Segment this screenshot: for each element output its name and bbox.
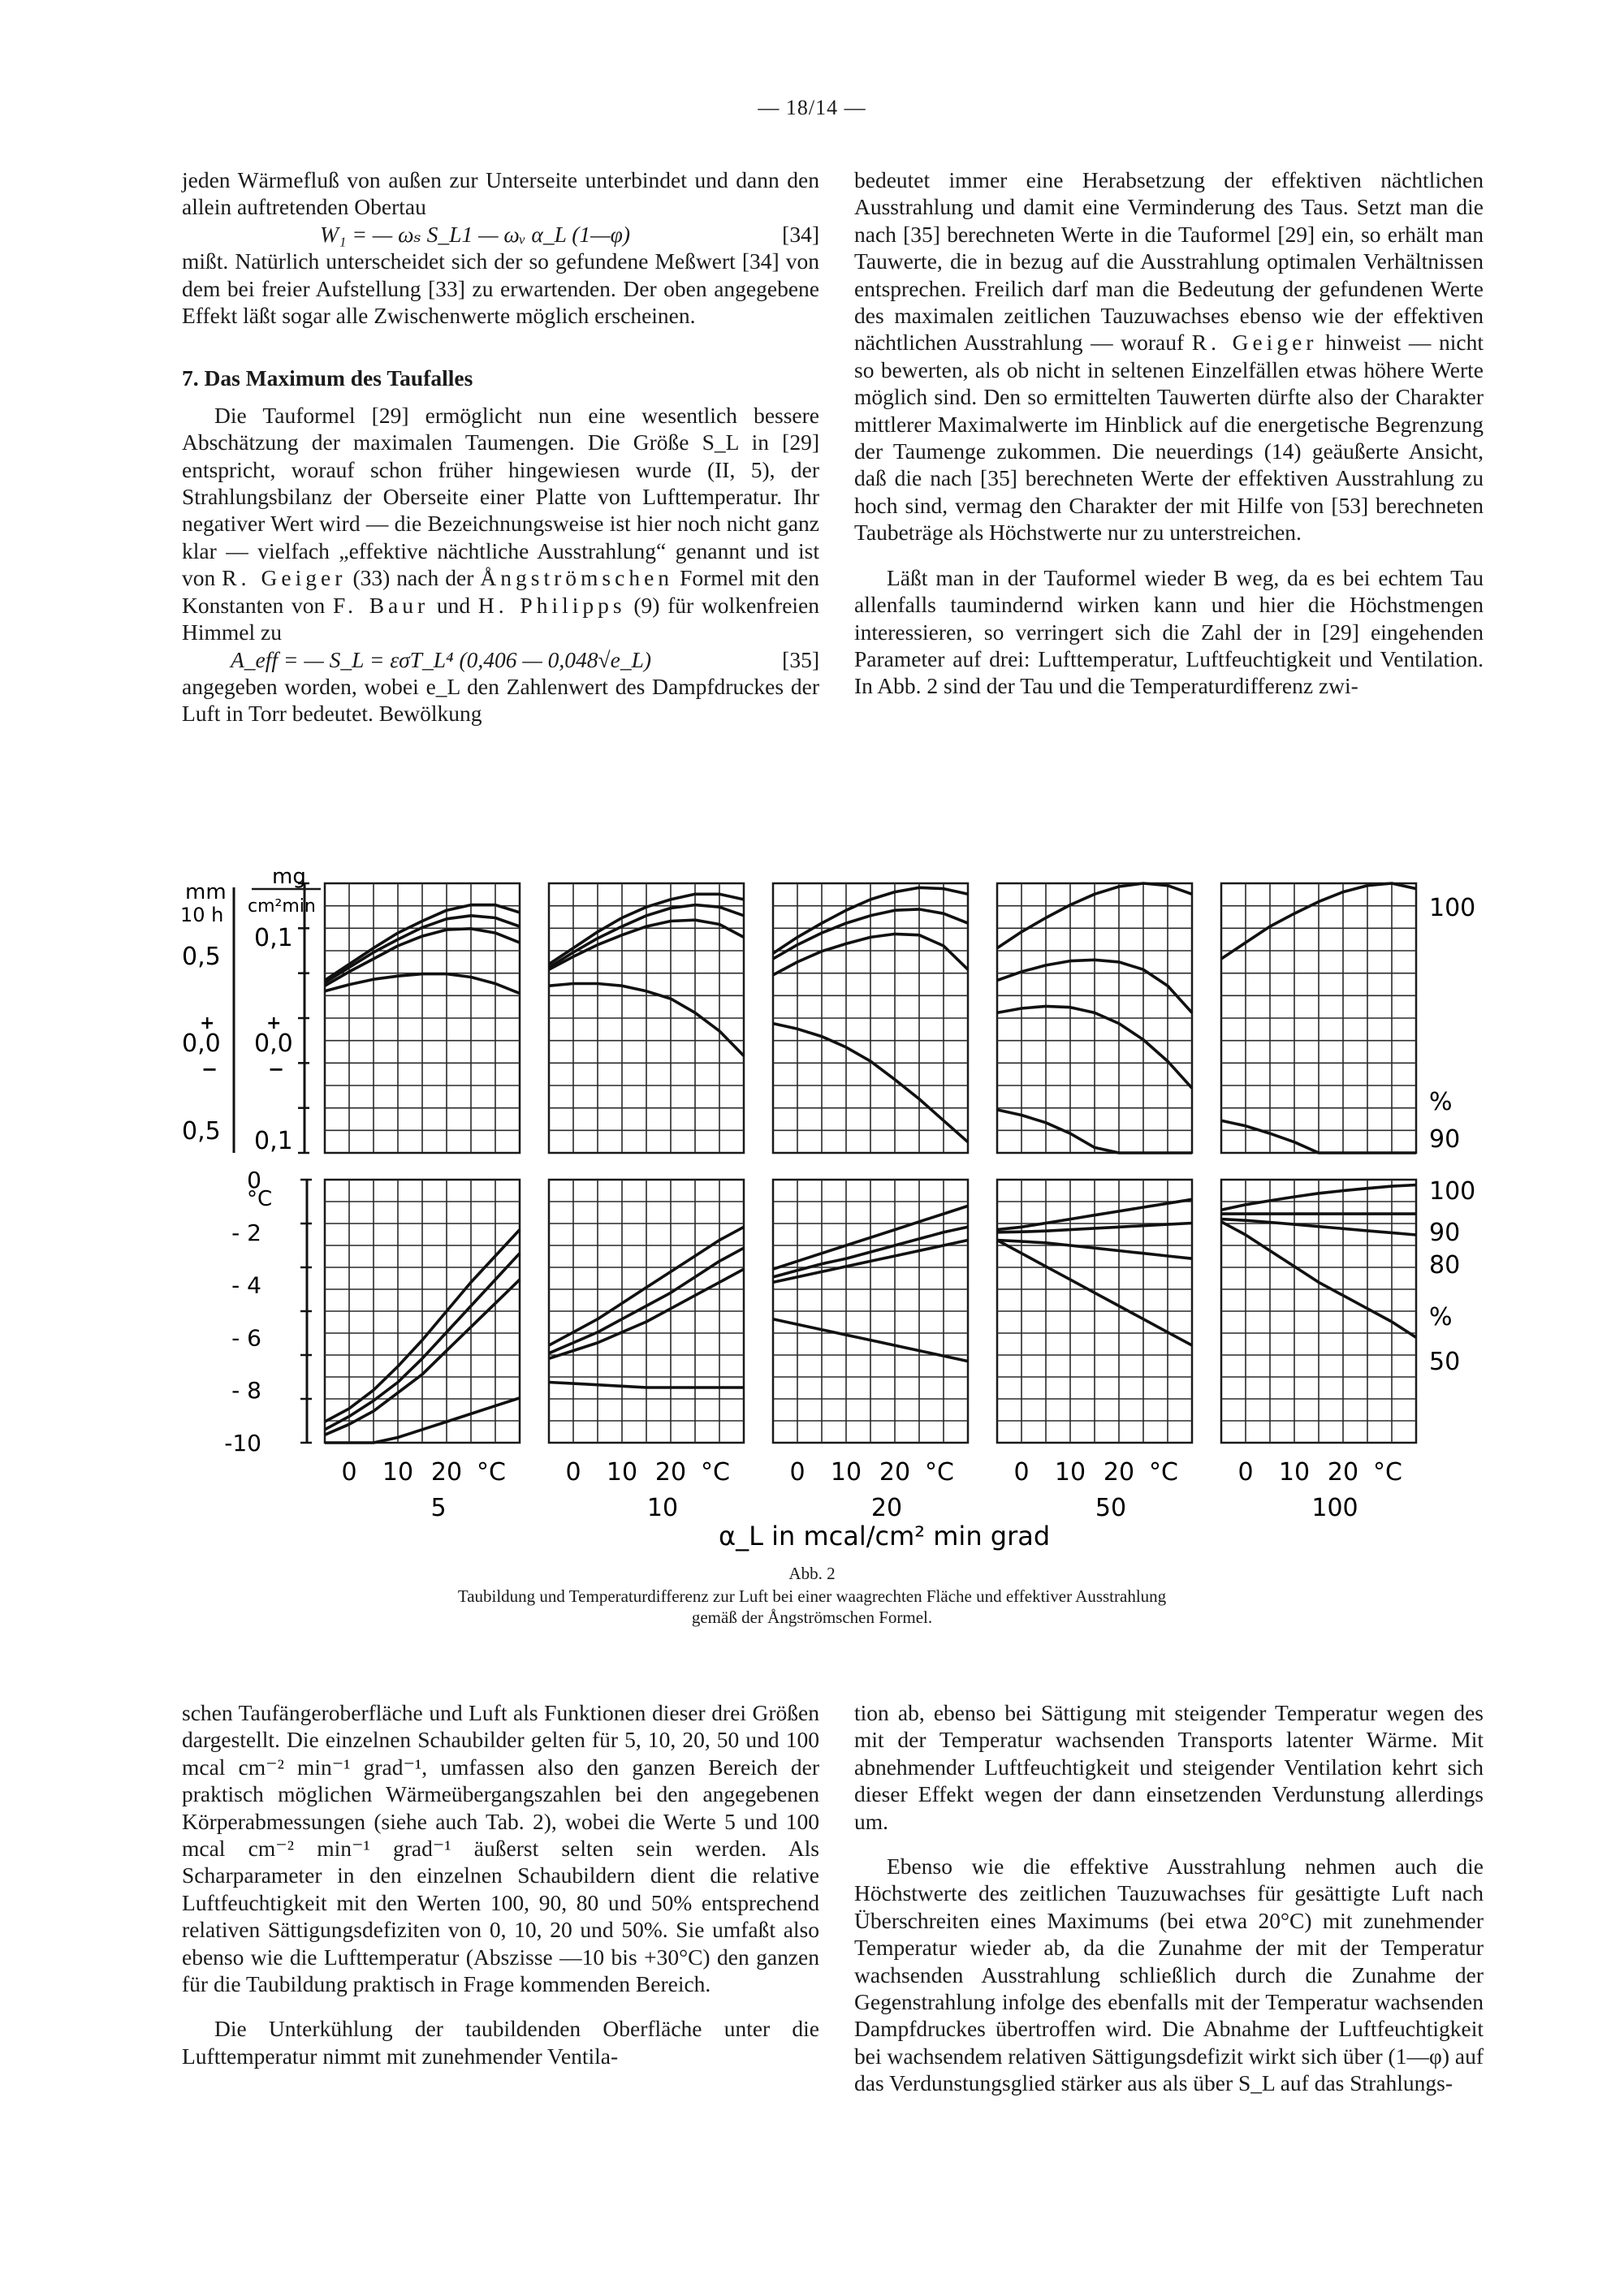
formula-number: [35] [782, 646, 819, 672]
x-tick-label: 10 [1054, 1458, 1086, 1487]
paragraph: Die Tauformel [29] ermöglicht nun eine wesentlich bessere Abschätzung der maximalen Taumengen. Die Größe S_L in [29] entspricht, worauf schon früher hingewiesen wurde (II, 5), der Strahlungsbilanz der Oberseite einer Platte von Lufttemperatur. Ihr negativer Wert wird — die Bezeichnungsweise ist hier noch nicht ganz klar — vielfach „effektive nächtliche Ausstrahlung“ genannt und ist von R. Geiger (33) nach der Ångströmschen Formel mit den Konstanten von F. Baur und H. Philipps (9) für wolkenfreien Himmel zu [182, 402, 820, 645]
x-tick-label: 20 [1103, 1458, 1135, 1487]
tick-mm-mid: 0,0 [182, 1029, 221, 1058]
tick-mg-bottom: 0,1 [254, 1127, 293, 1155]
tick-mm-bottom: 0,5 [182, 1117, 221, 1146]
x-tick-label: 0 [1237, 1458, 1254, 1487]
caption-text: Taubildung und Temperaturdifferenz zur Luft bei einer waagrechten Fläche und effektiver Ausstrahlung gemäß der Ångströmschen Formel. [457, 1586, 1167, 1627]
x-tick-label: 10 [830, 1458, 862, 1487]
alpha-value-label: 10 [646, 1494, 679, 1522]
temp-panel-grid [997, 1180, 1192, 1443]
label-100-top: 100 [1429, 894, 1476, 922]
figure-abb-2 [162, 857, 1494, 1587]
x-tick-label: 0 [565, 1458, 581, 1487]
paragraph: Ebenso wie die effektive Ausstrahlung nehmen auch die Höchstwerte des zeitlichen Tauzuwachses für gesättigte Luft nach Überschreiten eines Maximums (bei etwa 20°C) mit zunehmender Temperatur wieder ab, da die Zunahme der mit der Temperatur wachsenden Ausstrahlung schließlich durch die Zunahme der Gegenstrahlung infolge des ebenfalls mit der Temperatur wachsenden Dampfdruckes übertroffen wird. Die Abnahme der Luftfeuchtigkeit bei wachsendem relativen Sättigungsdefizit wirkt sich über (1—φ) auf das Verdunstungsglied stärker aus als über S_L auf das Strahlungs- [854, 1854, 1484, 2096]
tick-mg-mid: 0,0 [254, 1029, 293, 1058]
right-top-column [854, 166, 1484, 700]
tick-mm-top: 0,5 [182, 943, 221, 971]
unit-mm: mm [185, 880, 227, 904]
x-tick-label: °C [701, 1458, 730, 1487]
unit-mg: mg [272, 865, 306, 889]
x-tick-label: °C [925, 1458, 954, 1487]
x-tick-label: 0 [789, 1458, 806, 1487]
author-geiger: R. Geiger [1191, 330, 1318, 356]
alpha-value-label: 5 [430, 1494, 447, 1522]
author-baur: F. Baur [333, 592, 430, 618]
author-angstrom: Ångströmschen [480, 565, 674, 591]
left-axes [234, 883, 312, 1443]
x-tick-label: 20 [1327, 1458, 1359, 1487]
author-philipps: H. Philipps [477, 592, 626, 618]
unit-10h: 10 h [180, 904, 224, 926]
label-80-bottom: 80 [1429, 1251, 1461, 1280]
x-tick-label: 20 [430, 1458, 463, 1487]
bottom-y-tick-label: - 8 [231, 1377, 261, 1405]
tick-mg-top: 0,1 [254, 924, 293, 952]
svg-text:−: − [201, 1058, 218, 1081]
label-100-bottom: 100 [1429, 1177, 1476, 1206]
formula-34 [182, 221, 819, 248]
x-tick-label: °C [477, 1458, 506, 1487]
label-50-bottom: 50 [1429, 1348, 1461, 1376]
author-geiger: R. Geiger [222, 565, 347, 591]
alpha-value-label: 20 [870, 1494, 903, 1522]
x-tick-label: 0 [1013, 1458, 1030, 1487]
left-bottom-column [182, 1699, 819, 2069]
figure-caption [455, 1563, 1169, 1628]
chart-panels [234, 883, 1416, 1443]
formula-35 [182, 646, 819, 673]
svg-text:+: + [266, 1013, 282, 1034]
alpha-value-label: 50 [1095, 1494, 1127, 1522]
temp-panel-grid [549, 1180, 744, 1443]
dew-panel-grid [997, 883, 1192, 1153]
paragraph: Die Unterkühlung der taubildenden Oberfläche unter die Lufttemperatur nimmt mit zunehmender Ventila- [182, 2016, 819, 2069]
x-tick-label: °C [1149, 1458, 1178, 1487]
paragraph: angegeben worden, wobei e_L den Zahlenwert des Dampfdruckes der Luft in Torr bedeutet. Bewölkung [182, 673, 819, 727]
x-tick-label: 10 [382, 1458, 414, 1487]
x-axis-title: α_L in mcal/cm² min grad [719, 1521, 1051, 1552]
unit-celsius: °C [247, 1187, 273, 1211]
left-top-column [182, 166, 819, 727]
x-tick-label: 10 [1278, 1458, 1311, 1487]
temp-panel-grid [1221, 1180, 1416, 1443]
paragraph: bedeutet immer eine Herabsetzung der effektiven nächtlichen Ausstrahlung und damit eine Verminderung des Taus. Setzt man die nach [35] berechneten Werte in die Tauformel [29] ein, so erhält man Tauwerte, die in bezug auf die Ausstrahlung optimalen Verhältnissen entsprechen. Freilich darf man die Bedeutung der gefundenen Werte des maximalen zeitlichen Tauzuwachses ebenso wie der effektiven nächtlichen Ausstrahlung — worauf R. Geiger hinweist — nicht so bewerten, als ob nicht in seltenen Einzelfällen etwas höhere Werte möglich sind. Den so ermittelten Tauwerten dürfte also der Charakter mittlerer Maximalwerte im Hinblick auf die energetische Begrenzung der Taumenge zukommen. Die neuerdings (14) geäußerte Ansicht, daß die nach [35] berechneten Werte der effektiven Ausstrahlung zu hoch sind, vermag den Charakter der mit Hilfe von [53] berechneten Taubeträge als Höchstwerte nur zu unterstreichen. [854, 167, 1484, 546]
bottom-y-tick-label: - 6 [231, 1324, 261, 1352]
bottom-y-tick-label: -10 [224, 1430, 261, 1457]
bottom-y-tick-label: - 4 [231, 1271, 261, 1299]
x-axis-ticks [341, 1458, 1402, 1522]
paragraph: jeden Wärmefluß von außen zur Unterseite unterbindet und dann den allein auftretenden Obertau [182, 167, 819, 220]
x-tick-label: 10 [606, 1458, 638, 1487]
section-heading: 7. Das Maximum des Taufalles [182, 365, 473, 391]
page-number: — 18/14 — [758, 96, 866, 119]
formula-number: [34] [782, 221, 819, 247]
x-tick-label: 20 [654, 1458, 687, 1487]
dew-panel-grid [325, 883, 520, 1153]
formula-text: W₁ = — ωₛ S_L1 — ωᵥ α_L (1—φ) [320, 221, 630, 247]
label-percent-top: % [1429, 1088, 1453, 1116]
x-tick-label: 20 [879, 1458, 911, 1487]
label-percent-bottom: % [1429, 1303, 1453, 1331]
temp-panel-grid [773, 1180, 968, 1443]
svg-text:+: + [200, 1013, 215, 1034]
paragraph: Läßt man in der Tauformel wieder B weg, da es bei echtem Tau allenfalls taumindernd wirken kann und hier die Höchstmengen interessieren, so verringert sich die Zahl der in [29] eingehenden Parameter auf drei: Lufttemperatur, Luftfeuchtigkeit und Ventilation. In Abb. 2 sind der Tau und die Temperaturdifferenz zwi- [854, 564, 1484, 699]
paragraph: mißt. Natürlich unterscheidet sich der so gefundene Meßwert [34] von dem bei freier Aufstellung [33] zu erwartenden. Der oben angegebene Effekt läßt sogar alle Zwischenwerte möglich erscheinen. [182, 248, 819, 329]
alpha-value-label: 100 [1311, 1494, 1358, 1522]
label-90-bottom: 90 [1429, 1219, 1461, 1247]
x-tick-label: 0 [341, 1458, 357, 1487]
label-90-top: 90 [1429, 1125, 1461, 1154]
bottom-y-tick-label: 0 [247, 1167, 261, 1193]
paragraph: schen Taufängeroberfläche und Luft als Funktionen dieser drei Größen dargestellt. Die einzelnen Schaubilder gelten für 5, 10, 20, 50 und 100 mcal cm⁻² min⁻¹ grad⁻¹, umfassen also den ganzen Bereich der praktisch möglichen Wärmeübergangszahlen bei den angegebenen Körperabmessungen (siehe auch Tab. 2), wobei die Werte 5 und 100 mcal cm⁻² min⁻¹ grad⁻¹ äußerst selten sein werden. Als Scharparameter in den einzelnen Schaubildern dient die relative Luftfeuchtigkeit mit den Werten 100, 90, 80 und 50% entsprechend relativen Sättigungsdefiziten von 0, 10, 20 und 50%. Sie umfaßt also ebenso wie die Lufttemperatur (Abszisse —10 bis +30°C) den ganzen für die Taubildung praktisch in Frage kommenden Bereich. [182, 1700, 819, 1997]
bottom-y-tick-label: - 2 [231, 1219, 261, 1246]
formula-text: A_eff = — S_L = εσT_L⁴ (0,406 — 0,048√e_L) [231, 646, 652, 672]
x-tick-label: °C [1373, 1458, 1402, 1487]
caption-label: Abb. 2 [788, 1564, 836, 1583]
unit-cm2min: cm²min [248, 896, 316, 917]
svg-text:−: − [268, 1058, 285, 1081]
dew-panel-grid [773, 883, 968, 1153]
paragraph: tion ab, ebenso bei Sättigung mit steigender Temperatur wegen des mit der Temperatur wachsenden Transports latenter Wärme. Mit abnehmender Luftfeuchtigkeit und steigender Ventilation kehrt sich dieser Effekt wegen der dann einsetzenden Verdunstung allerdings um. [854, 1700, 1484, 1834]
dew-panel-grid [1221, 883, 1416, 1153]
right-bottom-column [854, 1699, 1484, 2097]
